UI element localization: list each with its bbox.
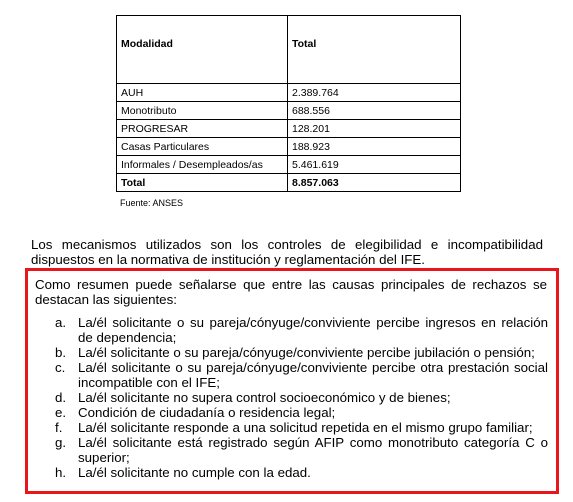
cell-total: 2.389.764 <box>288 84 461 102</box>
list-item <box>55 420 548 435</box>
column-header-modalidad: Modalidad <box>117 16 288 84</box>
list-item-text: La/él solicitante no cumple con la edad. <box>78 465 311 480</box>
list-item-text: La/él solicitante está registrado según AFIP como monotributo categoría C o superior; <box>78 435 548 465</box>
cell-total-value: 8.857.063 <box>288 174 461 192</box>
cell-total: 188.923 <box>288 138 461 156</box>
cell-total: 688.556 <box>288 102 461 120</box>
list-marker: g. <box>55 435 67 450</box>
table-total-row <box>117 174 461 192</box>
list-marker: d. <box>55 390 67 405</box>
list-item-text: La/él solicitante o su pareja/cónyuge/conviviente percibe ingresos en relación de dependencia; <box>78 315 548 345</box>
rejection-causes-list <box>55 315 548 480</box>
cell-total: 5.461.619 <box>288 156 461 174</box>
list-marker: h. <box>55 465 67 480</box>
list-item-text: La/él solicitante o su pareja/cónyuge/conviviente percibe jubilación o pensión; <box>78 345 535 360</box>
intro-paragraph: Los mecanismos utilizados son los controles de elegibilidad e incompatibilidad dispuestos en la normativa de institución y reglamentación del IFE. <box>31 237 543 267</box>
cell-modalidad: Casas Particulares <box>117 138 288 156</box>
list-item <box>55 315 548 345</box>
cell-modalidad: AUH <box>117 84 288 102</box>
cell-modalidad: Monotributo <box>117 102 288 120</box>
list-item <box>55 405 548 420</box>
table-source-note: Fuente: ANSES <box>120 198 184 208</box>
list-marker: a. <box>55 315 67 330</box>
list-marker: f. <box>55 420 63 435</box>
list-marker: e. <box>55 405 67 420</box>
table-header-row <box>117 16 461 84</box>
list-item <box>55 345 548 360</box>
list-item-text: La/él solicitante o su pareja/cónyuge/conviviente percibe otra prestación social incompatible con el IFE; <box>78 360 548 390</box>
table-row <box>117 84 461 102</box>
list-marker: b. <box>55 345 67 360</box>
table-row <box>117 102 461 120</box>
table-row <box>117 156 461 174</box>
rejection-causes-lead: Como resumen puede señalarse que entre las causas principales de rechazos se destacan las siguientes: <box>35 277 547 307</box>
table-row <box>117 120 461 138</box>
list-item-text: Condición de ciudadanía o residencia legal; <box>78 405 336 420</box>
list-marker: c. <box>55 360 66 375</box>
list-item <box>55 465 548 480</box>
list-item-text: La/él solicitante no supera control socioeconómico y de bienes; <box>78 390 451 405</box>
table-row <box>117 138 461 156</box>
cell-total: 128.201 <box>288 120 461 138</box>
modalidad-table <box>116 15 461 192</box>
list-item <box>55 435 548 465</box>
cell-total-label: Total <box>117 174 288 192</box>
list-item <box>55 360 548 390</box>
cell-modalidad: Informales / Desempleados/as <box>117 156 288 174</box>
cell-modalidad: PROGRESAR <box>117 120 288 138</box>
column-header-total: Total <box>288 16 461 84</box>
list-item-text: La/él solicitante responde a una solicitud repetida en el mismo grupo familiar; <box>78 420 533 435</box>
list-item <box>55 390 548 405</box>
rejection-causes-box <box>25 268 559 494</box>
